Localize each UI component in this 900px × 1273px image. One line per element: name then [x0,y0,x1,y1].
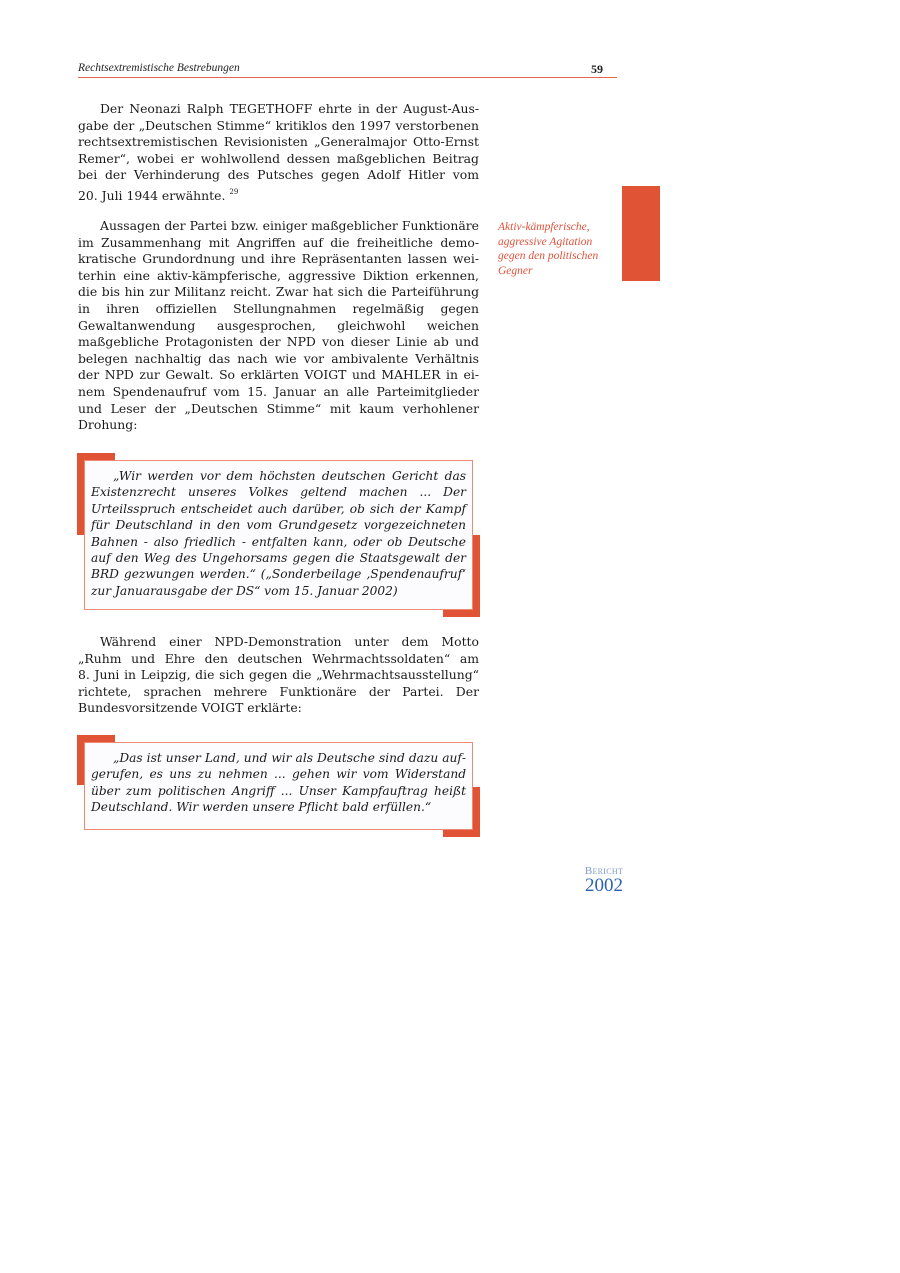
logo-word: Bericht [584,865,624,877]
paragraph-text: Aussagen der Partei bzw. einiger maßgeblicher Funktionäre im Zusammenhang mit Angriffen auf die freiheitliche demokratische Grundordnung und ihre Repräsentanten lassen weiterhin eine aktiv-kämpferische, aggressive Diktion erkennen, die bis hin zur Militanz reicht. Zwar hat sich die Parteiführung in ihren offiziellen Stellungnahmen regelmäßig gegen Gewaltanwendung ausgesprochen, gleichwohl weichen maßgebliche Protagonisten der NPD von dieser Linie ab und belegen nachhaltig das nach wie vor ambivalente Verhältnis der NPD zur Gewalt. So erklärten VOIGT und MAHLER in einem Spendenaufruf vom 15. Januar an alle Parteimitglieder und Leser der „Deutschen Stimme“ mit kaum verhohlener Drohung: [78,218,479,433]
quote-text [91,750,466,816]
paragraph-tegethoff [78,101,479,205]
logo-year: 2002 [585,875,623,896]
quote-block-voigt [77,735,480,837]
footnote-marker: 29 [229,187,239,196]
quote-frame [84,460,473,610]
quote-block-spendenaufruf [77,453,480,617]
paragraph-text: Während einer NPD-Demonstration unter dem Motto „Ruhm und Ehre den deutschen Wehrmachtssoldaten“ am 8. Juni in Leipzig, die sich gegen die „Wehrmachtsausstellung“ richtete, sprachen mehrere Funktionäre der Partei. Der Bundesvorsitzende VOIGT erklärte: [78,634,479,716]
page-number: 59 [591,62,603,76]
paragraph-demonstration [78,634,479,717]
paragraph-aussagen [78,218,479,434]
bericht-2002-logo [578,866,630,895]
quote-body: „Das ist unser Land, und wir als Deutsche sind dazu aufgerufen, es uns zu nehmen ... gehen wir vom Widerstand über zum politischen Angriff ... Unser Kampfauftrag heißt Deutschland. Wir werden unsere Pflicht bald erfüllen.“ [91,751,466,815]
paragraph-text: Der Neonazi Ralph TEGETHOFF ehrte in der August-Ausgabe der „Deutschen Stimme“ kritiklos den 1997 verstorbenen rechtsextremistischen Revisionisten „Generalmajor Otto-Ernst Remer“, wobei er wohlwollend dessen maßgeblichen Beitrag bei der Verhinderung des Putsches gegen Adolf Hitler vom 20. Juli 1944 erwähnte. [78,101,479,203]
running-header [78,62,617,78]
quote-frame [84,742,473,830]
quote-body: „Wir werden vor dem höchsten deutschen Gericht das Existenzrecht unseres Volkes geltend machen ... Der Urteilsspruch entscheidet auch darüber, ob sich der Kampf für Deutschland in den vom Grundgesetz vorgezeichneten Bahnen - also friedlich - entfalten kann, oder ob Deutsche auf den Weg des Ungehorsams gegen die Staatsgewalt der BRD gezwungen werden.“ („Sonderbeilage ‚Spendenaufruf‘ zur Januarausgabe der DS“ vom 15. Januar 2002) [91,469,466,598]
header-title: Rechtsextremistische Bestrebungen [78,62,240,74]
margin-marker-bar [622,186,660,281]
margin-note: Aktiv-kämpferische, aggressive Agitation gegen den politischen Gegner [498,221,599,277]
quote-text [91,468,466,599]
